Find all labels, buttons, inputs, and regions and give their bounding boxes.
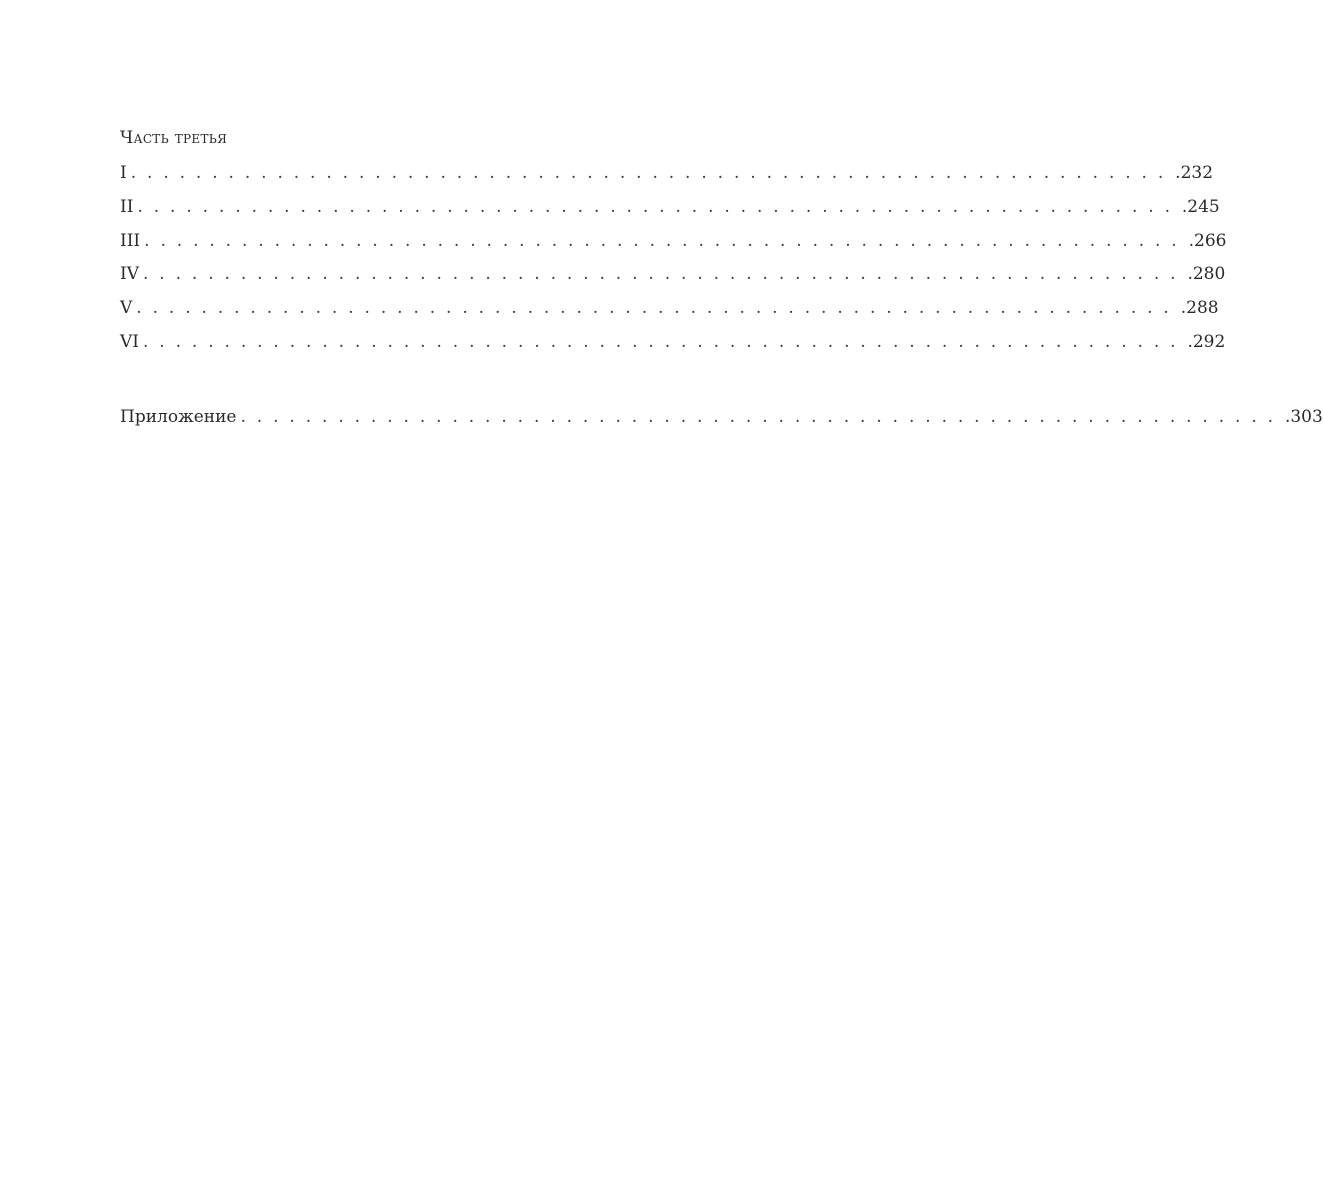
toc-entry-label: II [120, 197, 134, 217]
part-heading: Часть третья [120, 128, 228, 148]
toc-leader-dots: ................................................................ [144, 231, 1188, 251]
toc-entry-2[interactable] [120, 196, 1220, 218]
toc-page-number: .303 [1284, 407, 1323, 427]
toc-entry-label: V [120, 298, 133, 318]
toc-entry-label: III [120, 231, 141, 251]
toc-entry-3[interactable] [120, 230, 1227, 252]
toc-page-number: .288 [1180, 298, 1219, 318]
toc-page-number: .232 [1175, 163, 1214, 183]
toc-entry-label: IV [120, 264, 139, 284]
toc-page-number: .292 [1187, 332, 1226, 352]
toc-leader-dots: ................................................................ [143, 264, 1187, 284]
toc-leader-dots: ................................................................ [240, 407, 1284, 427]
toc-entry-appendix[interactable] [120, 406, 1323, 428]
toc-entry-1[interactable] [120, 162, 1214, 184]
toc-page-number: .245 [1181, 197, 1220, 217]
toc-leader-dots: ................................................................ [143, 332, 1187, 352]
toc-leader-dots: ................................................................ [136, 298, 1180, 318]
toc-entry-label: VI [120, 332, 139, 352]
toc-entry-6[interactable] [120, 331, 1226, 353]
toc-entry-label: Приложение [120, 407, 237, 427]
toc-page-number: .280 [1187, 264, 1226, 284]
toc-entry-5[interactable] [120, 297, 1219, 319]
toc-entry-label: I [120, 163, 127, 183]
toc-leader-dots: ................................................................ [137, 197, 1181, 217]
toc-leader-dots: ................................................................ [130, 163, 1175, 183]
toc-page-number: .266 [1188, 231, 1227, 251]
toc-entry-4[interactable] [120, 263, 1226, 285]
